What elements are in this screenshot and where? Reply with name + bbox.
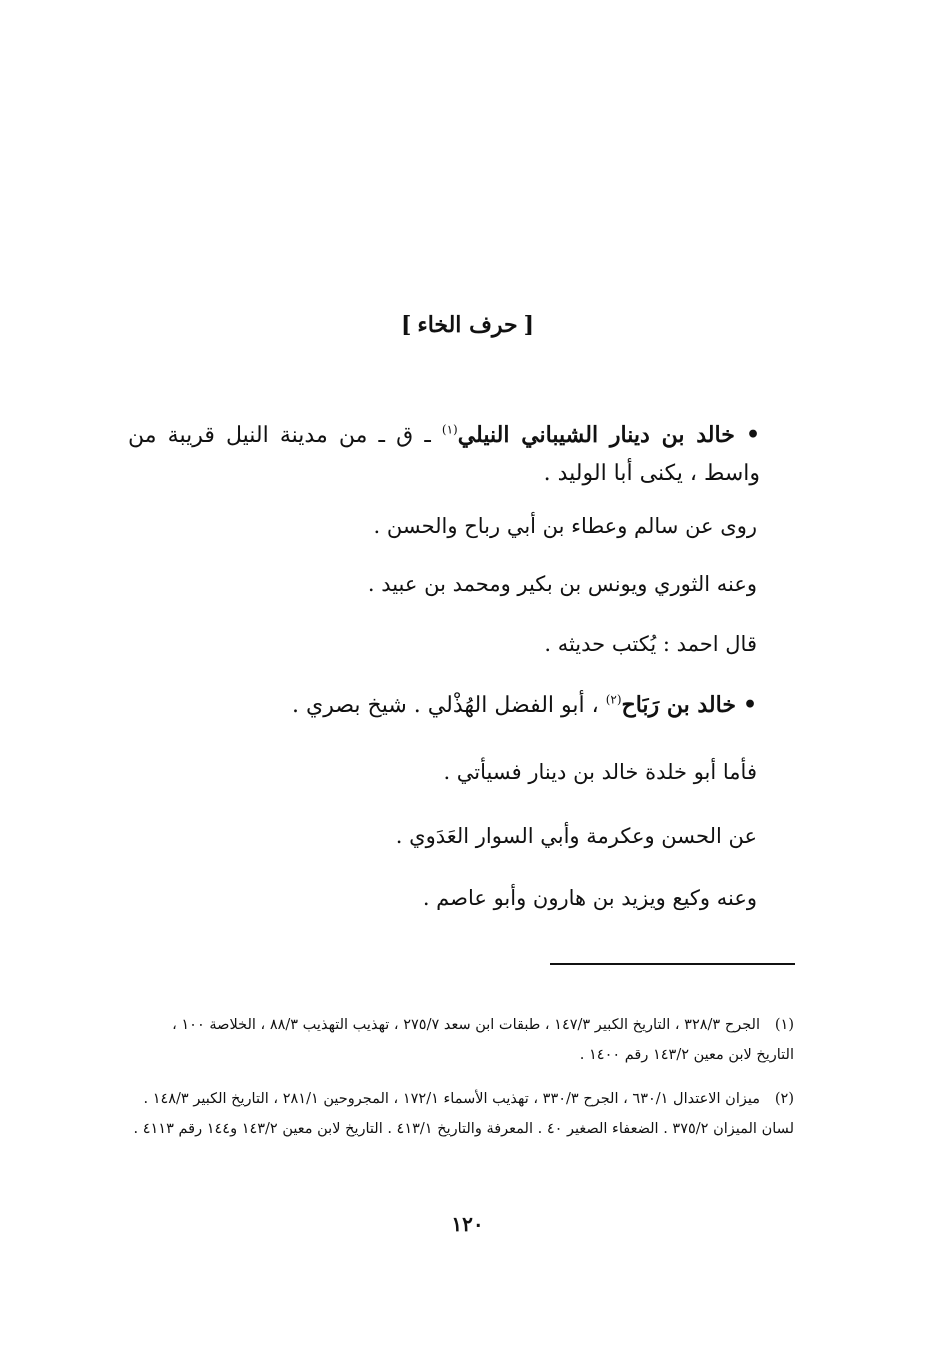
entry1-ahmad-quote: قال احمد : يُكتب حديثه . (544, 632, 757, 656)
footnote-2 (130, 1084, 794, 1144)
entry2-abu-khalda: فأما أبو خلدة خالد بن دينار فسيأتي . (443, 760, 757, 784)
footnote-1 (130, 1010, 794, 1070)
heading-title: حرف الخاء (417, 312, 518, 338)
entry2-narrated-by: وعنه وكيع ويزيد بن هارون وأبو عاصم . (422, 886, 757, 910)
footnote-separator (550, 963, 795, 965)
entry-name: خالد بن رَبَاح (621, 692, 736, 718)
footnote-text: ميزان الاعتدال ٦٣٠/١ ، الجرح ٣٣٠/٣ ، تهذيب الأسماء ١٧٢/١ ، المجروحين ٢٨١/١ ، التاريخ الكبير ١٤٨/٣ . لسان الميزان ٣٧٥/٢ . الضعفاء الصغير ٤٠ . المعرفة والتاريخ ٤١٣/١ . التاريخ لابن معين ١٤٣/٢ و١٤٤ رقم ٤١١٣ . (133, 1091, 794, 1137)
entry1-narrated-by: وعنه الثوري ويونس بن بكير ومحمد بن عبيد . (367, 572, 757, 596)
footnote-number: (١) (774, 1017, 794, 1033)
entry-description: ـ ق ـ من مدينة النيل قريبة من واسط ، يكنى أبا الوليد . (128, 423, 760, 486)
entry2-narrated-from: عن الحسن وعكرمة وأبي السوار العَدَوي . (395, 824, 757, 848)
entry-khalid-ibn-dinar (128, 416, 760, 493)
heading-open-bracket: [ (523, 312, 535, 338)
heading-close-bracket: ] (400, 312, 412, 338)
footnote-marker: (٢) (605, 692, 622, 707)
footnote-number: (٢) (774, 1091, 794, 1107)
entry-bullet: • (742, 692, 757, 718)
entry-bullet: • (745, 422, 760, 448)
footnote-text: الجرح ٣٢٨/٣ ، التاريخ الكبير ١٤٧/٣ ، طبقات ابن سعد ٢٧٥/٧ ، تهذيب التهذيب ٨٨/٣ ، الخلاصة ١٠٠ ، التاريخ لابن معين ١٤٣/٢ رقم ١٤٠٠ . (172, 1017, 794, 1063)
entry-description: ، أبو الفضل الهُذْلي . شيخ بصري . (292, 693, 606, 718)
page-number: ١٢٠ (451, 1212, 484, 1236)
entry-khalid-ibn-rabah (292, 692, 757, 718)
entry-name: خالد بن دينار الشيباني النيلي (457, 422, 735, 448)
footnote-marker: (١) (441, 422, 458, 437)
section-heading (0, 312, 935, 338)
entry1-narrated-from: روى عن سالم وعطاء بن أبي رباح والحسن . (373, 514, 757, 538)
